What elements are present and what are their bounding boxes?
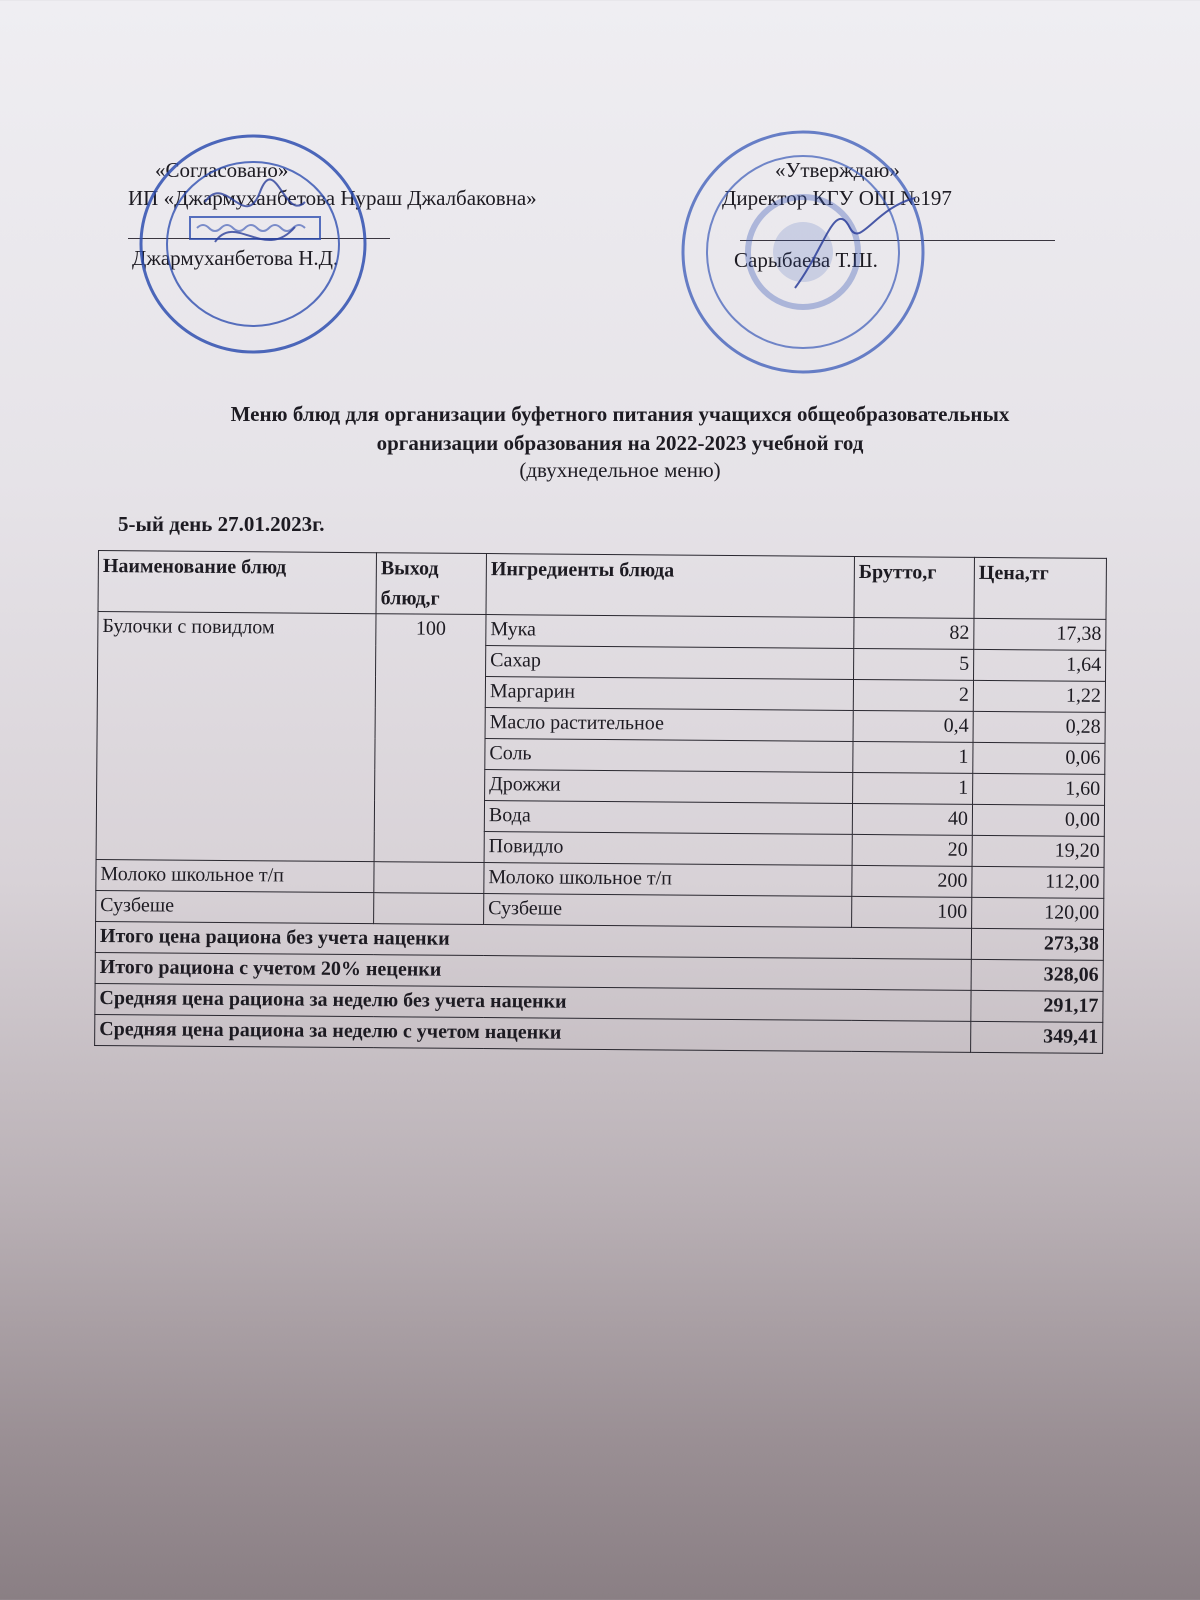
total-value: 349,41 — [971, 1021, 1103, 1053]
ingredient-brutto: 5 — [854, 648, 974, 680]
ingredient-name: Масло растительное — [485, 708, 853, 742]
header-ingredients: Ингредиенты блюда — [486, 554, 854, 618]
ingredient-name: Сузбеше — [484, 894, 852, 928]
approval-right-header: «Утверждаю» — [775, 158, 900, 182]
total-label: Итого цена рациона без учета наценки — [95, 921, 971, 959]
day-label: 5-ый день 27.01.2023г. — [118, 512, 325, 536]
total-value: 273,38 — [971, 928, 1103, 960]
ingredient-brutto: 0,4 — [853, 710, 973, 742]
ingredient-brutto: 100 — [852, 896, 972, 928]
ingredient-price: 0,06 — [973, 742, 1105, 774]
document-title-line2: организации образования на 2022-2023 учебной год — [376, 431, 864, 455]
total-row — [95, 1014, 1103, 1053]
ingredient-price: 112,00 — [972, 866, 1104, 898]
header-yield: Выход блюд,г — [376, 553, 486, 615]
ingredient-brutto: 1 — [853, 741, 973, 773]
header-dish-name: Наименование блюд — [98, 551, 376, 614]
approval-right-org: Директор КГУ ОШ №197 — [722, 186, 952, 210]
ingredient-brutto: 2 — [853, 679, 973, 711]
header-brutto: Брутто,г — [854, 556, 974, 618]
approval-right-signer: Сарыбаева Т.Ш. — [734, 248, 878, 272]
approval-left-signer: Джармуханбетова Н.Д. — [132, 246, 339, 270]
document-title-line1: Меню блюд для организации буфетного питания учащихся общеобразовательных — [230, 402, 1010, 426]
stamp-left-seal — [135, 132, 375, 357]
ingredient-price: 1,60 — [973, 773, 1105, 805]
dish-yield: 100 — [374, 614, 486, 863]
approval-left-org: ИП «Джармуханбетова Нураш Джалбаковна» — [128, 186, 537, 210]
total-value: 291,17 — [971, 990, 1103, 1022]
total-value: 328,06 — [971, 959, 1103, 991]
document-subtitle: (двухнедельное меню) — [519, 458, 721, 482]
ingredient-price: 1,22 — [973, 680, 1105, 712]
ingredient-price: 120,00 — [972, 897, 1104, 929]
stamp-right-seal — [675, 128, 935, 378]
ingredient-name: Мука — [486, 615, 854, 649]
ingredient-name: Дрожжи — [485, 770, 853, 804]
total-label: Средняя цена рациона за неделю без учета наценки — [95, 983, 971, 1021]
ingredient-brutto: 20 — [852, 834, 972, 866]
ingredient-price: 0,00 — [972, 804, 1104, 836]
menu-table — [94, 550, 1107, 1054]
ingredient-brutto: 82 — [854, 617, 974, 649]
ingredient-price: 19,20 — [972, 835, 1104, 867]
approval-left-header: «Согласовано» — [155, 158, 289, 182]
ingredient-price: 1,64 — [974, 649, 1106, 681]
ingredient-name: Соль — [485, 739, 853, 773]
dish-name: Булочки с повидлом — [96, 612, 376, 862]
ingredient-price: 0,28 — [973, 711, 1105, 743]
dish-name: Сузбеше — [96, 890, 374, 923]
ingredient-brutto: 1 — [853, 772, 973, 804]
ingredient-name: Повидло — [484, 832, 852, 866]
ingredient-price: 17,38 — [974, 618, 1106, 650]
ingredient-brutto: 40 — [852, 803, 972, 835]
dish-name: Молоко школьное т/п — [96, 859, 374, 892]
total-label: Итого рациона с учетом 20% неценки — [95, 952, 971, 990]
table-row — [98, 612, 1106, 651]
ingredient-name: Вода — [484, 801, 852, 835]
ingredient-name: Молоко школьное т/п — [484, 863, 852, 897]
ingredient-brutto: 200 — [852, 865, 972, 897]
total-label: Средняя цена рациона за неделю с учетом наценки — [95, 1014, 971, 1052]
header-price: Цена,тг — [974, 557, 1106, 619]
table-header-row — [98, 551, 1106, 620]
ingredient-name: Сахар — [486, 646, 854, 680]
dish-yield — [374, 893, 484, 925]
ingredient-name: Маргарин — [485, 677, 853, 711]
dish-yield — [374, 862, 484, 894]
